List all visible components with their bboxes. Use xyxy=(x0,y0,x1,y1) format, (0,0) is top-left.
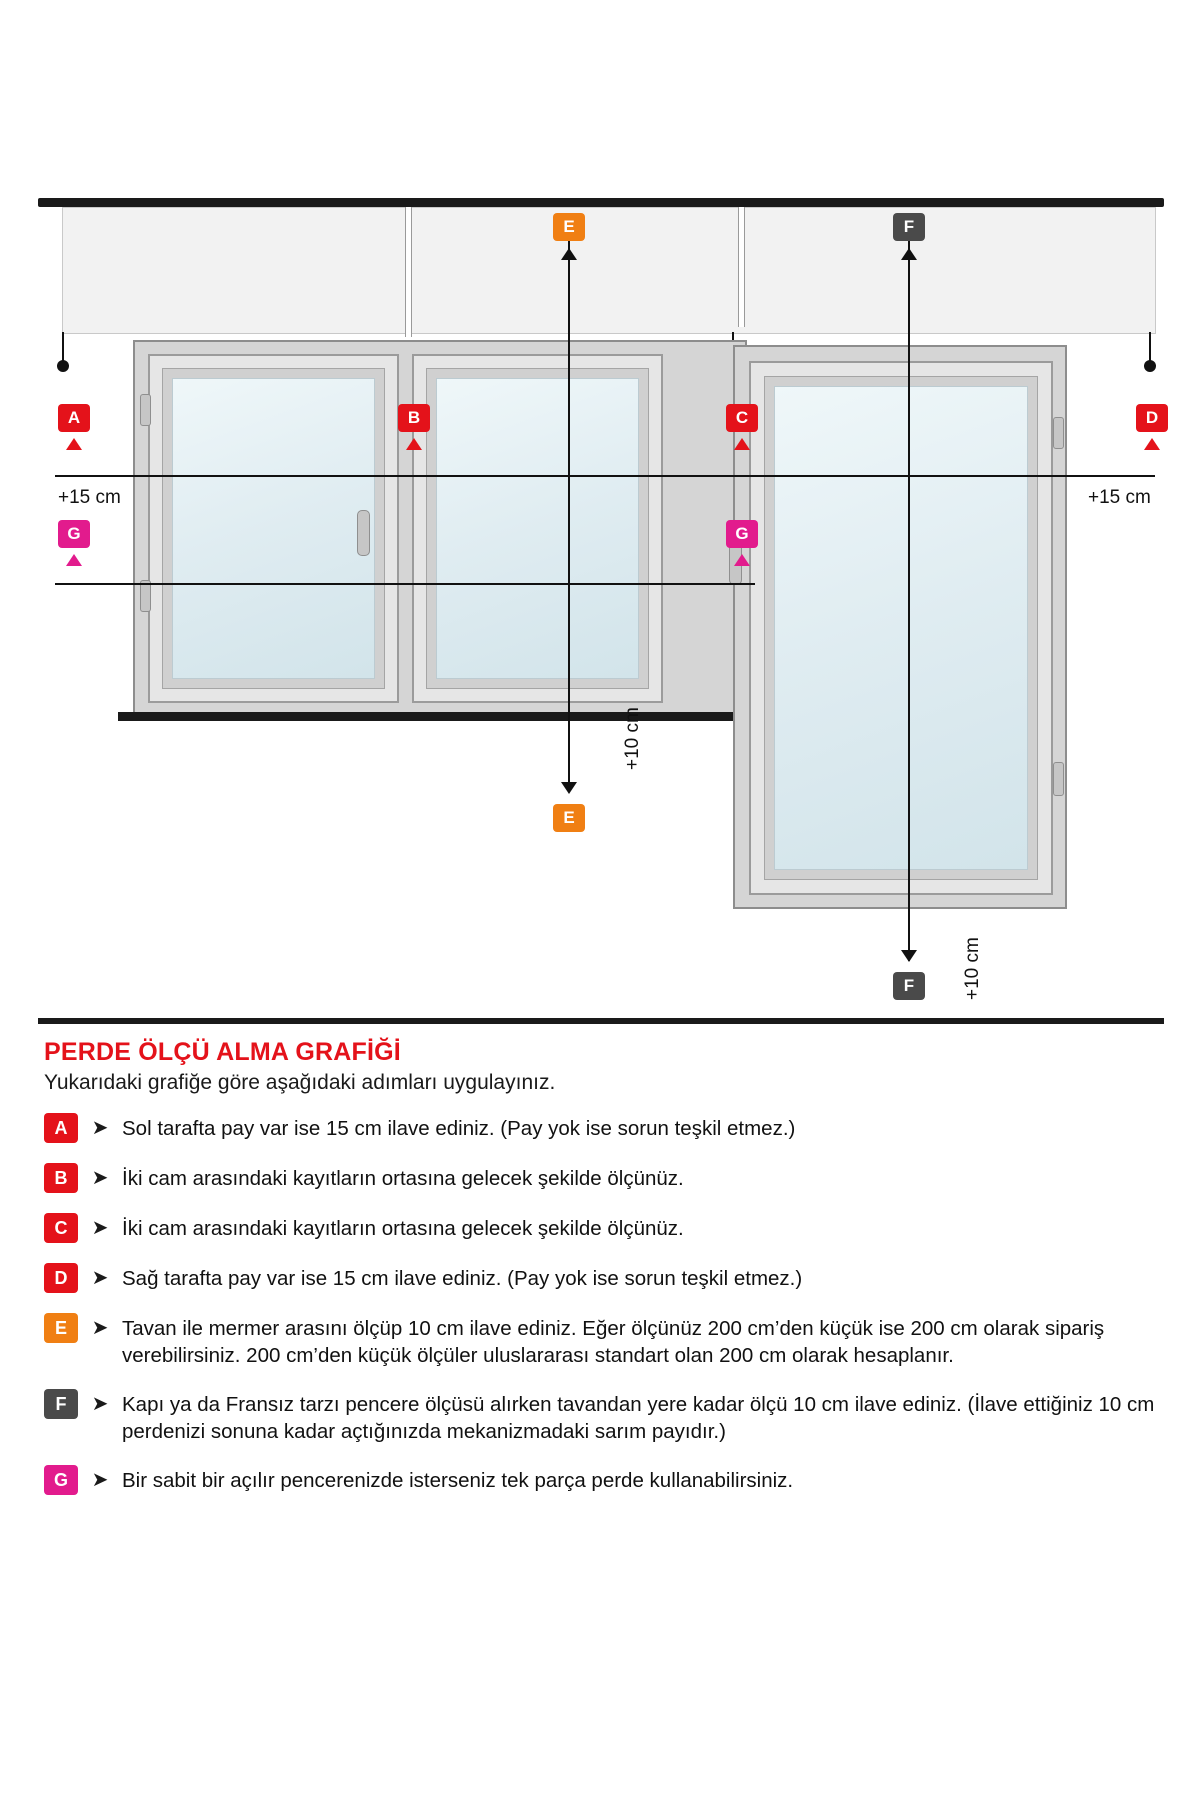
legend-row-a xyxy=(38,1113,1164,1143)
label-right-margin: +15 cm xyxy=(1088,487,1151,508)
legend-text-f: Kapı ya da Fransız tarzı pencere ölçüsü alırken tavandan yere kadar ölçü 10 cm ilave ediniz. (İlave ettiğiniz 10 cm perdenizi sonuna kadar açtığınızda mekanizmadaki sarım payıdır.) xyxy=(122,1393,1155,1444)
legend-items xyxy=(38,1113,1164,1495)
measure-line-width xyxy=(55,475,1155,477)
valance-box xyxy=(62,207,1156,334)
marker-e-bottom-arrow xyxy=(561,782,577,794)
marker-e-bottom: E xyxy=(553,804,585,832)
hinge-right-top xyxy=(1053,417,1064,449)
rail-support-left xyxy=(405,207,412,337)
legend-badge-c: C xyxy=(44,1213,78,1243)
legend-text-c: İki cam arasındaki kayıtların ortasına gelecek şekilde ölçünüz. xyxy=(122,1217,684,1240)
hinge-right-bottom xyxy=(1053,762,1064,796)
sash-inner-right xyxy=(764,376,1038,880)
marker-b: B xyxy=(398,404,430,432)
ceiling-rail xyxy=(38,198,1164,207)
rail-support-right xyxy=(738,207,745,327)
legend-row-d xyxy=(38,1263,1164,1293)
sash-inner-left xyxy=(162,368,385,689)
window-sash-right xyxy=(749,361,1053,895)
window-sash-middle xyxy=(412,354,663,703)
legend-title: PERDE ÖLÇÜ ALMA GRAFİĞİ xyxy=(44,1038,401,1066)
window-right-group xyxy=(733,345,1067,909)
marker-a: A xyxy=(58,404,90,432)
marker-b-arrow xyxy=(406,438,422,450)
marker-g-left-arrow xyxy=(66,554,82,566)
legend-text-e: Tavan ile mermer arasını ölçüp 10 cm ilave ediniz. Eğer ölçünüz 200 cm’den küçük ise 200 cm olarak sipariş verebilirsiniz. 200 cm’den küçük ölçüler uluslararası standart olan 200 cm olarak hesaplanır. xyxy=(122,1317,1105,1368)
legend-text-a: Sol tarafta pay var ise 15 cm ilave ediniz. (Pay yok ise sorun teşkil etmez.) xyxy=(122,1117,796,1140)
legend-arrow-icon: ➤ xyxy=(91,1469,109,1492)
legend-text-b: İki cam arasındaki kayıtların ortasına gelecek şekilde ölçünüz. xyxy=(122,1167,684,1190)
legend-arrow-icon: ➤ xyxy=(91,1167,109,1189)
marker-c-arrow xyxy=(734,438,750,450)
measure-line-g xyxy=(55,583,755,585)
legend-divider xyxy=(38,1018,1164,1024)
glass-middle xyxy=(436,378,639,679)
marker-e-top-arrow xyxy=(561,248,577,260)
legend-badge-e: E xyxy=(44,1313,78,1343)
legend-row-e xyxy=(38,1313,1164,1369)
legend-row-b xyxy=(38,1163,1164,1193)
handle-left-sash xyxy=(357,510,370,556)
glass-right xyxy=(774,386,1028,870)
legend-badge-d: D xyxy=(44,1263,78,1293)
legend-row-f xyxy=(38,1389,1164,1445)
marker-g-left: G xyxy=(58,520,90,548)
marker-g-right-arrow xyxy=(734,554,750,566)
legend-section xyxy=(38,1018,1164,1515)
label-left-margin: +15 cm xyxy=(58,487,121,508)
legend-badge-f: F xyxy=(44,1389,78,1419)
legend-row-c xyxy=(38,1213,1164,1243)
legend-row-g xyxy=(38,1465,1164,1495)
marker-c: C xyxy=(726,404,758,432)
legend-arrow-icon: ➤ xyxy=(91,1393,109,1416)
hinge-left-top xyxy=(140,394,151,426)
bead-right xyxy=(1144,360,1156,372)
sash-inner-middle xyxy=(426,368,649,689)
bead-cord-right xyxy=(1149,332,1151,362)
marker-g-right: G xyxy=(726,520,758,548)
legend-arrow-icon: ➤ xyxy=(91,1117,109,1139)
marker-d-arrow xyxy=(1144,438,1160,450)
legend-subtitle: Yukarıdaki grafiğe göre aşağıdaki adımları uygulayınız. xyxy=(44,1071,556,1094)
marker-f-top-arrow xyxy=(901,248,917,260)
measure-line-f xyxy=(908,236,910,961)
marker-a-arrow xyxy=(66,438,82,450)
marker-f-bottom-arrow xyxy=(901,950,917,962)
legend-text-g: Bir sabit bir açılır pencerenizde isterseniz tek parça perde kullanabilirsiniz. xyxy=(122,1469,794,1493)
label-f-extra: +10 cm xyxy=(962,937,983,1000)
window-left-group xyxy=(133,340,747,719)
bead-left xyxy=(57,360,69,372)
legend-badge-a: A xyxy=(44,1113,78,1143)
legend-arrow-icon: ➤ xyxy=(91,1317,109,1339)
marker-f-top: F xyxy=(893,213,925,241)
measure-line-e xyxy=(568,236,570,791)
legend-badge-b: B xyxy=(44,1163,78,1193)
glass-left xyxy=(172,378,375,679)
bead-cord-left xyxy=(62,332,64,362)
marker-f-bottom: F xyxy=(893,972,925,1000)
legend-arrow-icon: ➤ xyxy=(91,1267,109,1289)
label-e-extra: +10 cm xyxy=(622,707,643,770)
window-sill-left xyxy=(118,712,766,721)
legend-text-d: Sağ tarafta pay var ise 15 cm ilave ediniz. (Pay yok ise sorun teşkil etmez.) xyxy=(122,1267,803,1290)
legend-badge-g: G xyxy=(44,1465,78,1495)
marker-e-top: E xyxy=(553,213,585,241)
legend-arrow-icon: ➤ xyxy=(91,1217,109,1239)
marker-d: D xyxy=(1136,404,1168,432)
